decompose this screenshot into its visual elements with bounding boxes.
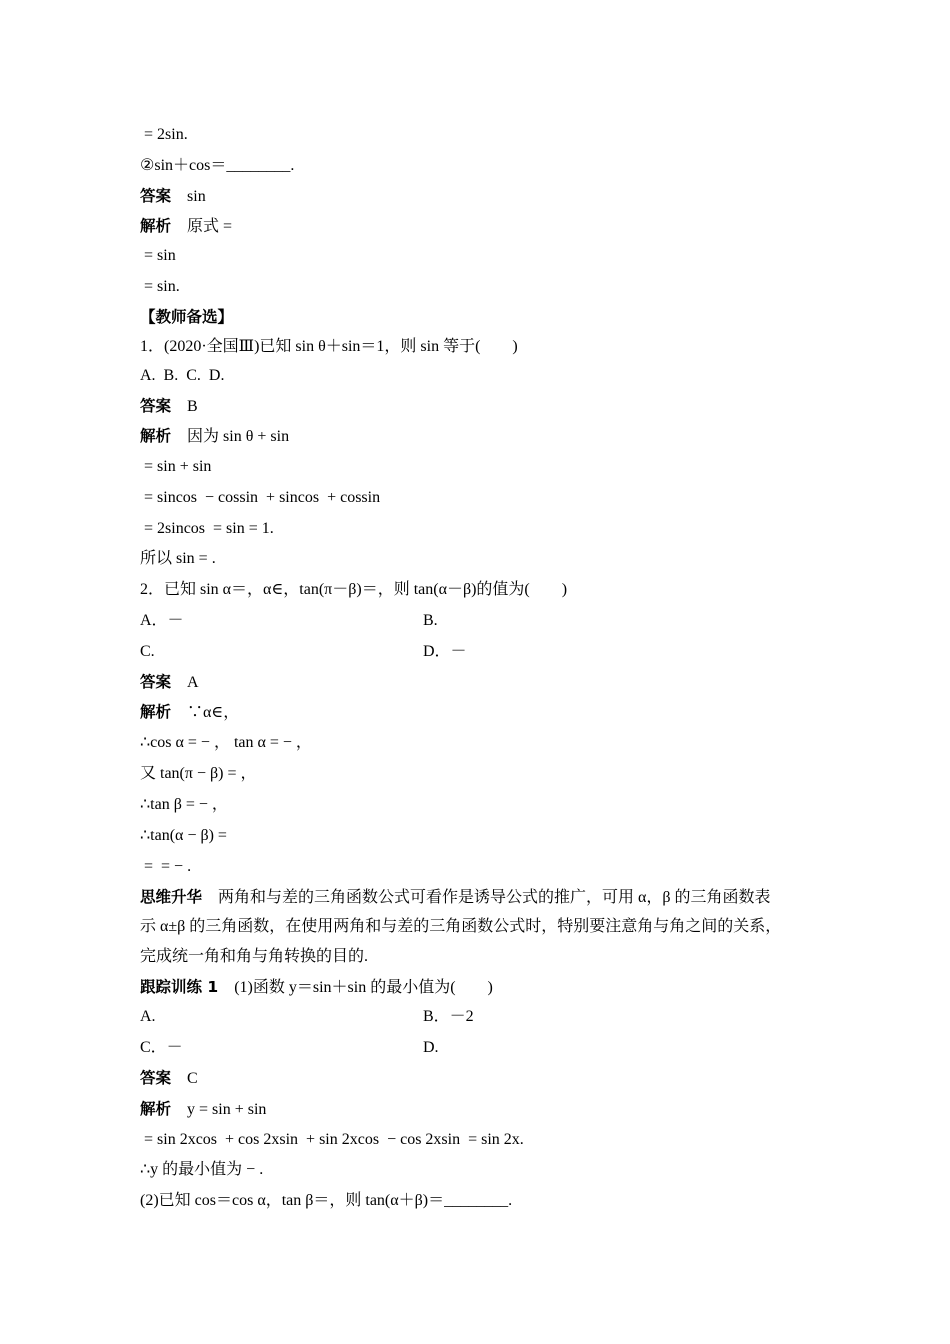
question-line: (2)已知 cos＝cos α，tan β＝，则 tan(α＋β)＝________. — [140, 1192, 513, 1209]
equation-line: ∴tan β = − ， — [140, 796, 228, 813]
answer-value: sin — [187, 188, 206, 205]
equation-line: = sin — [140, 247, 176, 264]
option-d: D. — [423, 1039, 439, 1056]
question-line: 2．已知 sin α＝，α∈，tan(π－β)＝，则 tan(α－β)的值为( ) — [140, 581, 568, 598]
analysis-label: 解析 — [140, 703, 172, 721]
equation-line: 又 tan(π − β) = ， — [140, 765, 257, 782]
answer-line — [140, 670, 199, 694]
answer-line — [140, 394, 198, 418]
answer-line — [140, 1066, 198, 1090]
answer-label: 答案 — [140, 673, 172, 691]
equation-line: ∴cos α = − ， tan α = − ， — [140, 734, 312, 751]
equation-line: ∴tan(α − β) = — [140, 827, 227, 844]
option-c: C．－ — [140, 1039, 183, 1056]
summary-line: 示 α±β 的三角函数，在使用两角和与差的三角函数公式时，特别要注意角与角之间的关系， — [140, 918, 782, 935]
option-a: A．－ — [140, 612, 184, 629]
equation-line: = 2sincos = sin = 1. — [140, 520, 274, 537]
equation-line: = sin 2xcos + cos 2xsin + sin 2xcos − cos 2xsin = sin 2x. — [140, 1131, 524, 1148]
equation-line: = sin. — [140, 278, 180, 295]
answer-value: B — [187, 398, 198, 415]
analysis-label: 解析 — [140, 1100, 172, 1118]
section-heading: 【教师备选】 — [140, 308, 234, 326]
equation-line: = sin + sin — [140, 458, 212, 475]
summary-line: 完成统一角和角与角转换的目的. — [140, 948, 369, 965]
analysis-line — [140, 424, 289, 448]
answer-label: 答案 — [140, 1069, 172, 1087]
practice-label: 跟踪训练 1 — [140, 978, 219, 996]
option-b: B. — [423, 612, 438, 629]
analysis-text: y = sin + sin — [187, 1101, 267, 1118]
analysis-line — [140, 700, 239, 724]
analysis-text: 因为 sin θ + sin — [187, 428, 290, 445]
equation-line: = = − . — [140, 858, 192, 875]
equation-line: 所以 sin = . — [140, 550, 216, 567]
option-c: C. — [140, 643, 155, 660]
equation-line: = sincos − cossin + sincos + cossin — [140, 489, 381, 506]
equation-line: ∴y 的最小值为 − . — [140, 1161, 264, 1178]
summary-text: 两角和与差的三角函数公式可看作是诱导公式的推广，可用 α，β 的三角函数表 — [218, 889, 771, 906]
practice-line — [140, 975, 493, 999]
option-a: A. — [140, 1008, 156, 1025]
option-b: B．－2 — [423, 1008, 474, 1025]
answer-line — [140, 184, 206, 208]
answer-value: C — [187, 1070, 198, 1087]
analysis-line — [140, 214, 232, 238]
option-d: D．－ — [423, 643, 467, 660]
equation-line: = 2sin. — [140, 126, 188, 143]
analysis-label: 解析 — [140, 217, 172, 235]
options-line: A. B. C. D. — [140, 367, 225, 384]
analysis-line — [140, 1097, 266, 1121]
analysis-text: ∵α∈， — [187, 704, 240, 721]
answer-label: 答案 — [140, 187, 172, 205]
answer-value: A — [187, 674, 199, 691]
analysis-label: 解析 — [140, 427, 172, 445]
question-line: 1．(2020·全国Ⅲ)已知 sin θ＋sin＝1，则 sin 等于( ) — [140, 338, 518, 355]
question-line: ②sin＋cos＝________. — [140, 157, 295, 174]
analysis-text: 原式 = — [187, 218, 233, 235]
answer-label: 答案 — [140, 397, 172, 415]
summary-line — [140, 885, 771, 909]
summary-label: 思维升华 — [140, 888, 203, 906]
practice-text: (1)函数 y＝sin＋sin 的最小值为( ) — [234, 979, 493, 996]
